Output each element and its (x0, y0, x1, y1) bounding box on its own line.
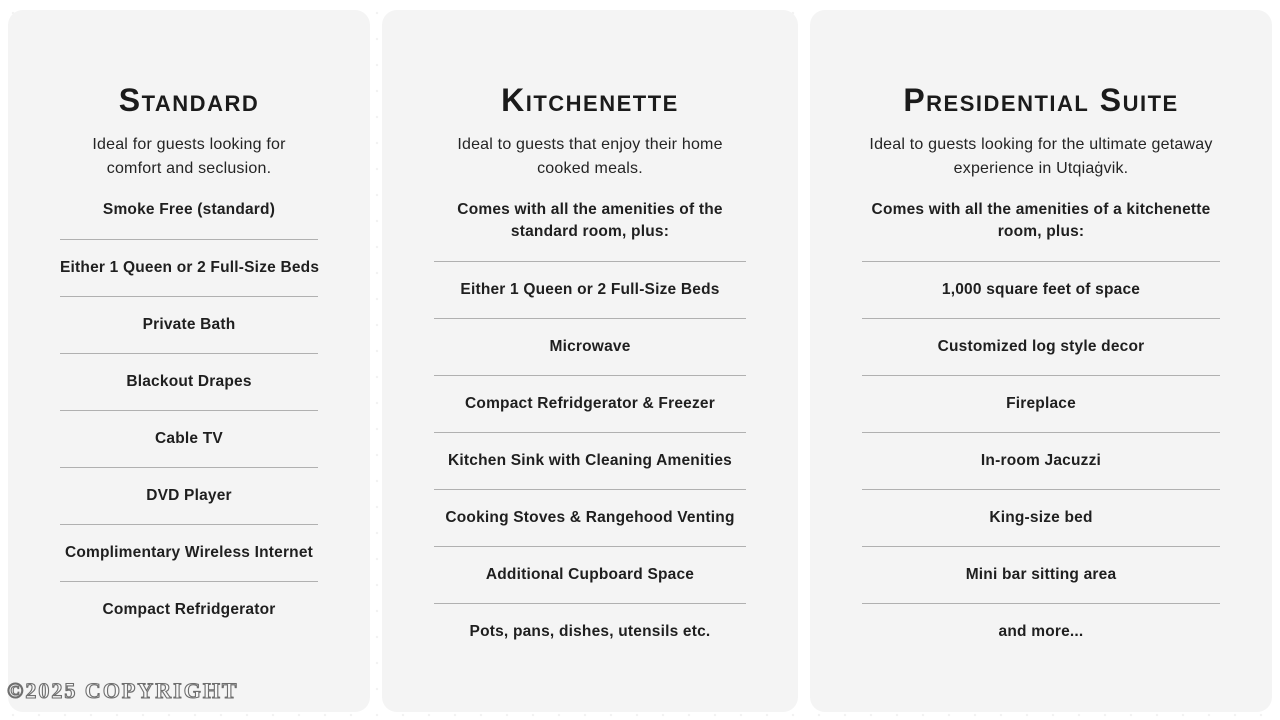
amenity-item: Fireplace (862, 375, 1220, 432)
amenity-item: Either 1 Queen or 2 Full-Size Beds (60, 239, 318, 296)
amenity-item: Either 1 Queen or 2 Full-Size Beds (434, 261, 746, 318)
card-description: Ideal to guests that enjoy their home cooked meals. (457, 135, 723, 177)
amenities-list (60, 239, 318, 638)
card-intro: Comes with all the amenities of a kitchenette room, plus: (871, 200, 1211, 240)
card-description: Ideal for guests looking for comfort and seclusion. (92, 135, 286, 177)
card-description: Ideal to guests looking for the ultimate getaway experience in Utqiaġvik. (869, 135, 1213, 177)
amenity-item: Mini bar sitting area (862, 546, 1220, 603)
amenity-item: Blackout Drapes (60, 353, 318, 410)
amenity-item: Kitchen Sink with Cleaning Amenities (434, 432, 746, 489)
room-card-presidential-suite (810, 10, 1272, 712)
card-intro: Smoke Free (standard) (102, 200, 276, 218)
amenities-list (434, 261, 746, 660)
copyright-text: ©2025 COPYRIGHT (7, 678, 239, 703)
amenity-item: King-size bed (862, 489, 1220, 546)
card-title: Presidential Suite (903, 82, 1179, 118)
room-card-kitchenette (382, 10, 798, 712)
amenity-item: Pots, pans, dishes, utensils etc. (434, 603, 746, 660)
amenity-item: Customized log style decor (862, 318, 1220, 375)
amenity-item: Cooking Stoves & Rangehood Venting (434, 489, 746, 546)
room-card-standard (8, 10, 370, 712)
amenity-item: Compact Refridgerator (60, 581, 318, 638)
amenity-item: Microwave (434, 318, 746, 375)
card-title: Kitchenette (501, 82, 679, 118)
amenity-item: and more... (862, 603, 1220, 660)
amenities-list (862, 261, 1220, 660)
amenity-item: Compact Refridgerator & Freezer (434, 375, 746, 432)
amenity-item: DVD Player (60, 467, 318, 524)
amenity-item: Cable TV (60, 410, 318, 467)
amenity-item: In-room Jacuzzi (862, 432, 1220, 489)
room-types-section (8, 10, 1272, 712)
amenity-item: 1,000 square feet of space (862, 261, 1220, 318)
card-intro: Comes with all the amenities of the standard room, plus: (457, 200, 723, 240)
card-title: Standard (118, 82, 260, 118)
amenity-item: Private Bath (60, 296, 318, 353)
amenity-item: Additional Cupboard Space (434, 546, 746, 603)
amenity-item: Complimentary Wireless Internet (60, 524, 318, 581)
